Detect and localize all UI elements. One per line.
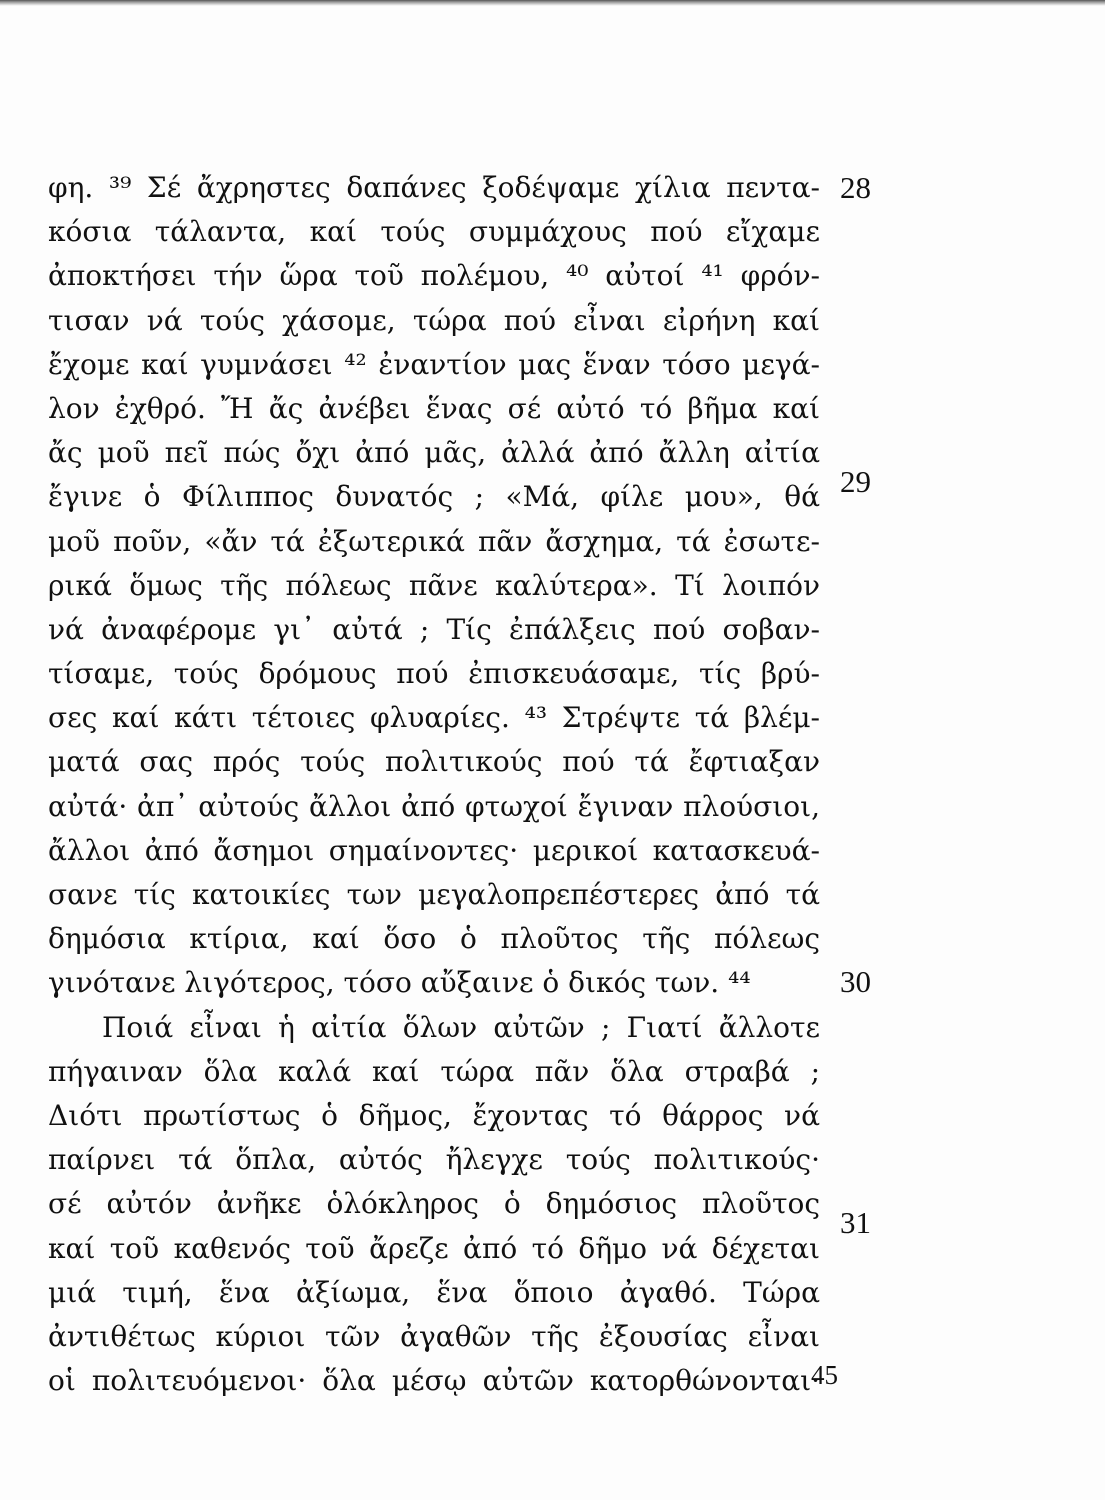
section-number: 30 <box>840 964 871 999</box>
text-line: τισαν νά τούς χάσομε, τώρα πού εἶναι εἰρήνη καί <box>48 303 820 337</box>
text-line: γινότανε λιγότερος, τόσο αὔξαινε ὁ δικός των. ⁴⁴ <box>48 966 751 1000</box>
text-line: ἔγινε ὁ Φίλιππος δυνατός ; «Μά, φίλε μου», θά <box>48 480 820 514</box>
text-line: σανε τίς κατοικίες των μεγαλοπρεπέστερες ἀπό τά <box>48 878 820 911</box>
text-line: Διότι πρωτίστως ὁ δῆμος, ἔχοντας τό θάρρος νά <box>48 1098 820 1132</box>
text-line: ρικά ὅμως τῆς πόλεως πᾶνε καλύτερα». Τί λοιπόν <box>48 568 820 602</box>
section-number: 28 <box>840 170 871 205</box>
text-line: σέ αὐτόν ἀνῆκε ὁλόκληρος ὁ δημόσιος πλοῦτος <box>48 1187 820 1221</box>
section-number: 29 <box>840 464 871 499</box>
text-line: Ποιά εἶναι ἡ αἰτία ὅλων αὐτῶν ; Γιατί ἄλλοτε <box>102 1010 820 1044</box>
text-line: ἀποκτήσει τήν ὥρα τοῦ πολέμου, ⁴⁰ αὐτοί ⁴¹ φρόν- <box>48 259 820 293</box>
text-line: ἔχομε καί γυμνάσει ⁴² ἐναντίον μας ἕναν τόσο μεγά- <box>48 347 820 381</box>
text-line: αὐτά· ἀπ᾽ αὐτούς ἄλλοι ἀπό φτωχοί ἔγιναν πλούσιοι, <box>48 789 820 823</box>
text-line: μοῦ ποῦν, «ἄν τά ἐξωτερικά πᾶν ἄσχημα, τά ἐσωτε- <box>48 524 820 558</box>
text-line: τίσαμε, τούς δρόμους πού ἐπισκευάσαμε, τίς βρύ- <box>48 657 820 691</box>
text-line: κόσια τάλαντα, καί τούς συμμάχους πού εἴχαμε <box>48 215 820 249</box>
text-line: οἱ πολιτευόμενοι· ὅλα μέσῳ αὐτῶν κατορθώνονται· <box>48 1364 820 1398</box>
text-line: νά ἀναφέρομε γι᾽ αὐτά ; Τίς ἐπάλξεις πού σοβαν- <box>48 612 820 646</box>
text-line: ματά σας πρός τούς πολιτικούς πού τά ἔφτιαξαν <box>48 745 820 779</box>
text-line: καί τοῦ καθενός τοῦ ἄρεζε ἀπό τό δῆμο νά δέχεται <box>48 1231 820 1265</box>
text-line: σες καί κάτι τέτοιες φλυαρίες. ⁴³ Στρέψτε τά βλέμ- <box>48 701 820 735</box>
text-line: παίρνει τά ὅπλα, αὐτός ἤλεγχε τούς πολιτικούς· <box>48 1143 820 1177</box>
text-line: δημόσια κτίρια, καί ὅσο ὁ πλοῦτος τῆς πόλεως <box>48 922 820 956</box>
text-line: ἄς μοῦ πεῖ πώς ὄχι ἀπό μᾶς, ἀλλά ἀπό ἄλλη αἰτία <box>48 436 820 470</box>
text-line: φη. ³⁹ Σέ ἄχρηστες δαπάνες ξοδέψαμε χίλια πεντα- <box>48 171 820 204</box>
text-line: μιά τιμή, ἕνα ἀξίωμα, ἕνα ὅποιο ἀγαθό. Τώρα <box>48 1275 820 1309</box>
section-number: 31 <box>840 1205 871 1240</box>
page-number: 45 <box>811 1360 838 1390</box>
text-line: ἀντιθέτως κύριοι τῶν ἀγαθῶν τῆς ἐξουσίας εἶναι <box>48 1319 820 1353</box>
text-line: πήγαιναν ὅλα καλά καί τώρα πᾶν ὅλα στραβά ; <box>48 1054 820 1088</box>
text-line: ἄλλοι ἀπό ἄσημοι σημαίνοντες· μερικοί κατασκευά- <box>48 833 820 867</box>
text-line: λον ἐχθρό. Ἤ ἄς ἀνέβει ἕνας σέ αὐτό τό βῆμα καί <box>48 391 820 425</box>
